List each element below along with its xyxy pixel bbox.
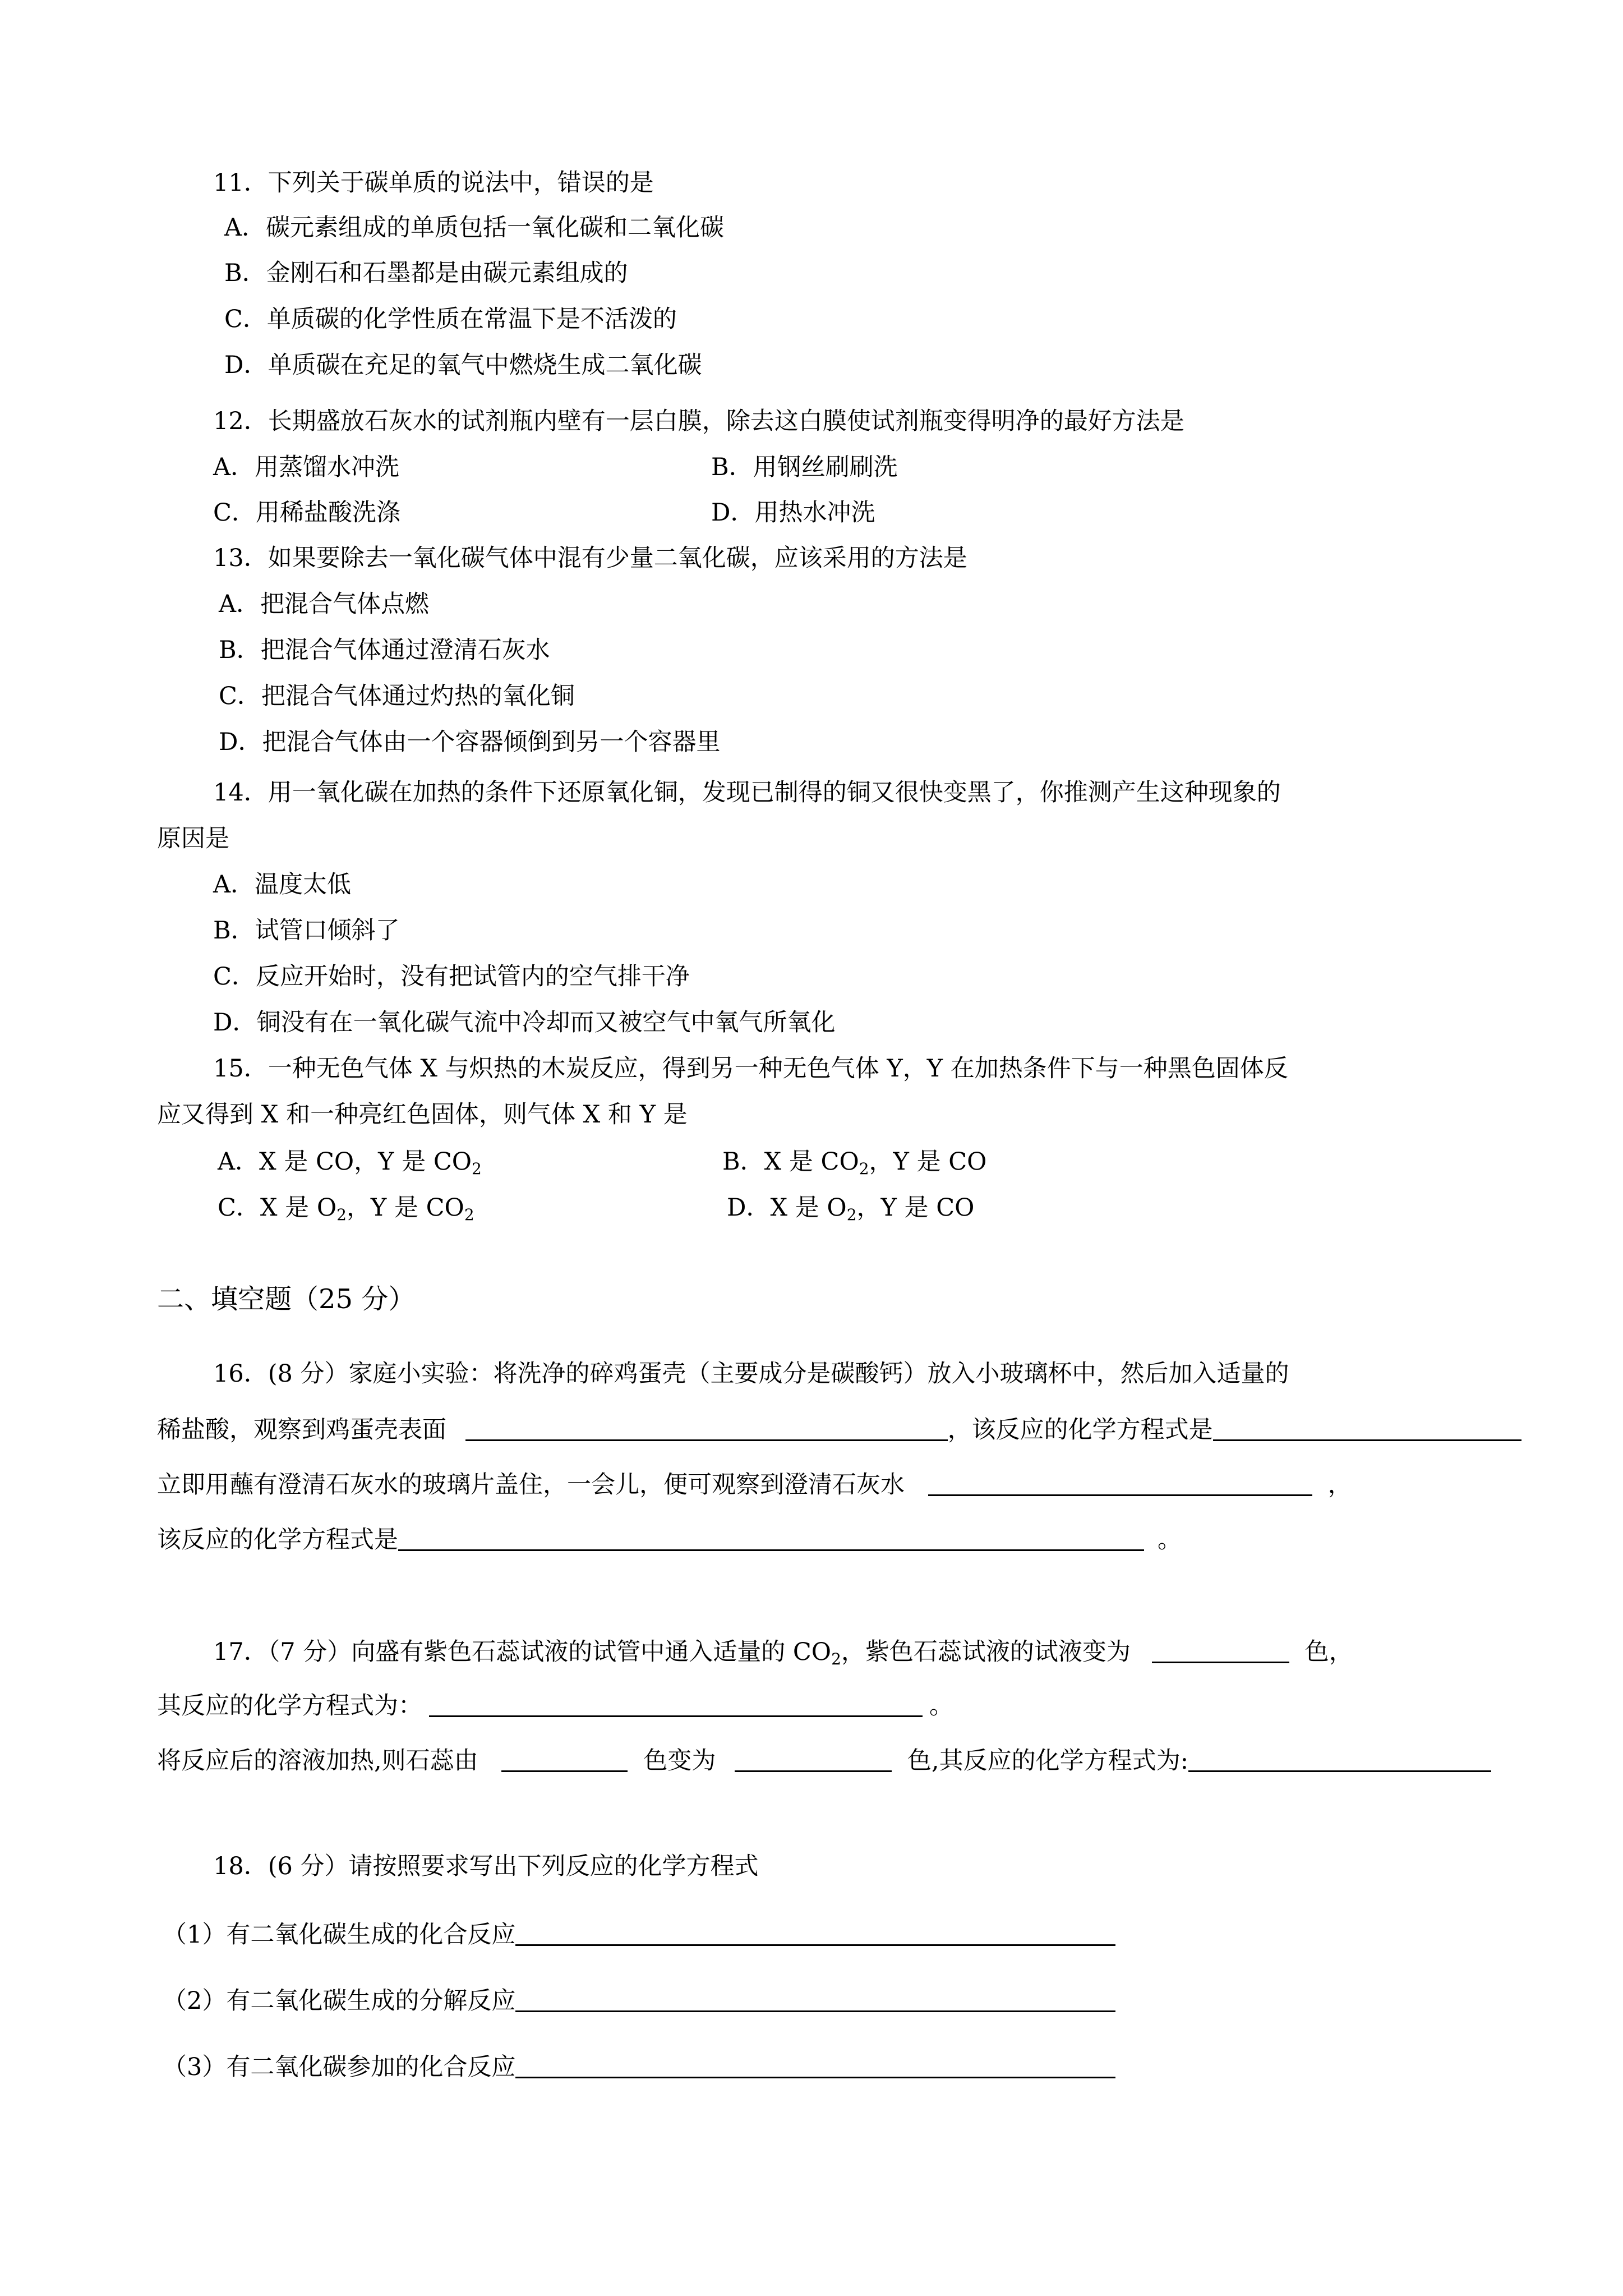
q15-option-a-text: A．X 是 CO，Y 是 CO bbox=[218, 1148, 472, 1176]
q17-text: 色， bbox=[1304, 1638, 1353, 1666]
q17-text: 色,其反应的化学方程式为: bbox=[907, 1747, 1189, 1775]
question-16-line1: 16．(8 分）家庭小实验：将洗净的碎鸡蛋壳（主要成分是碳酸钙）放入小玻璃杯中，然后加入适量的 bbox=[213, 1360, 1289, 1388]
question-17-line3 bbox=[157, 1748, 1491, 1773]
section-2-heading: 二、填空题（25 分） bbox=[157, 1283, 416, 1315]
q15-option-b-text-end: ，Y 是 CO bbox=[869, 1148, 987, 1176]
question-16-line2 bbox=[157, 1417, 1521, 1442]
q18-item-2 bbox=[163, 1988, 1115, 2013]
subscript: 2 bbox=[472, 1159, 482, 1178]
answer-blank[interactable] bbox=[515, 2054, 1115, 2078]
question-16-line3 bbox=[157, 1472, 1352, 1497]
answer-blank[interactable] bbox=[735, 1748, 892, 1772]
q15-option-c-text: C．X 是 O bbox=[218, 1194, 337, 1222]
q18-item-label: （3）有二氧化碳参加的化合反应 bbox=[163, 2053, 516, 2081]
q15-option-d-text: D．X 是 O bbox=[727, 1194, 847, 1222]
q17-text: 17．（7 分）向盛有紫色石蕊试液的试管中通入适量的 CO bbox=[213, 1638, 832, 1666]
answer-blank[interactable] bbox=[501, 1748, 628, 1772]
q18-item-3 bbox=[163, 2054, 1115, 2079]
question-12-stem: 12．长期盛放石灰水的试剂瓶内壁有一层白膜，除去这白膜使试剂瓶变得明净的最好方法是 bbox=[213, 407, 1184, 435]
q15-option-a bbox=[218, 1148, 482, 1178]
q16-text: ，该反应的化学方程式是 bbox=[947, 1416, 1213, 1444]
q17-text: 其反应的化学方程式为： bbox=[157, 1692, 422, 1720]
question-16-line4 bbox=[157, 1527, 1182, 1552]
question-14-stem-line2: 原因是 bbox=[157, 825, 229, 853]
q14-option-c: C．反应开始时，没有把试管内的空气排干净 bbox=[213, 963, 690, 991]
q13-option-c: C．把混合气体通过灼热的氧化铜 bbox=[219, 682, 575, 710]
q16-text: 。 bbox=[1158, 1526, 1182, 1554]
q18-item-label: （2）有二氧化碳生成的分解反应 bbox=[163, 1987, 516, 2015]
question-13-stem: 13．如果要除去一氧化碳气体中混有少量二氧化碳，应该采用的方法是 bbox=[213, 544, 967, 572]
q17-text: ，紫色石蕊试液的试液变为 bbox=[841, 1638, 1131, 1666]
question-17-line1 bbox=[213, 1638, 1353, 1668]
answer-blank[interactable] bbox=[928, 1472, 1312, 1496]
q15-option-b-text: B．X 是 CO bbox=[722, 1148, 859, 1176]
question-14-stem-line1: 14．用一氧化碳在加热的条件下还原氧化铜，发现已制得的铜又很快变黑了，你推测产生这种现象的 bbox=[213, 779, 1281, 807]
answer-blank[interactable] bbox=[1213, 1417, 1521, 1441]
q12-option-d: D．用热水冲洗 bbox=[711, 499, 875, 527]
q17-text: 色变为 bbox=[643, 1747, 716, 1775]
question-15-stem-line2: 应又得到 X 和一种亮红色固体，则气体 X 和 Y 是 bbox=[157, 1101, 688, 1129]
q15-option-d bbox=[727, 1194, 975, 1224]
q15-option-d-text-end: ，Y 是 CO bbox=[856, 1194, 975, 1222]
q12-option-a: A．用蒸馏水冲洗 bbox=[213, 453, 400, 481]
question-17-line2 bbox=[157, 1693, 953, 1718]
q11-option-c: C．单质碳的化学性质在常温下是不活泼的 bbox=[224, 305, 677, 333]
q13-option-a: A．把混合气体点燃 bbox=[219, 590, 430, 618]
q15-option-c-text-mid: ，Y 是 CO bbox=[346, 1194, 464, 1222]
answer-blank[interactable] bbox=[398, 1527, 1144, 1551]
q11-option-a: A．碳元素组成的单质包括一氧化碳和二氧化碳 bbox=[224, 214, 725, 242]
subscript: 2 bbox=[464, 1205, 474, 1224]
question-15-stem-line1: 15．一种无色气体 X 与炽热的木炭反应，得到另一种无色气体 Y，Y 在加热条件下与一种黑色固体反 bbox=[213, 1055, 1288, 1083]
subscript: 2 bbox=[859, 1159, 869, 1178]
q17-text: 。 bbox=[929, 1692, 953, 1720]
answer-blank[interactable] bbox=[1188, 1748, 1491, 1772]
q13-option-b: B．把混合气体通过澄清石灰水 bbox=[219, 636, 550, 664]
q13-option-d: D．把混合气体由一个容器倾倒到另一个容器里 bbox=[219, 728, 721, 756]
q18-item-label: （1）有二氧化碳生成的化合反应 bbox=[163, 1921, 516, 1949]
q12-option-b: B．用钢丝刷刷洗 bbox=[711, 453, 898, 481]
q14-option-a: A．温度太低 bbox=[213, 871, 352, 899]
answer-blank[interactable] bbox=[515, 1922, 1115, 1946]
subscript: 2 bbox=[336, 1205, 347, 1224]
answer-blank[interactable] bbox=[465, 1417, 948, 1441]
q11-option-b: B．金刚石和石墨都是由碳元素组成的 bbox=[224, 259, 628, 287]
question-11-stem: 11．下列关于碳单质的说法中，错误的是 bbox=[213, 169, 654, 197]
q15-option-b bbox=[722, 1148, 987, 1178]
answer-blank[interactable] bbox=[429, 1693, 923, 1717]
q15-option-c bbox=[218, 1194, 474, 1224]
q17-text: 将反应后的溶液加热,则石蕊由 bbox=[157, 1747, 478, 1775]
q16-text: ， bbox=[1327, 1471, 1352, 1499]
q18-item-1 bbox=[163, 1922, 1115, 1947]
q16-text: 稀盐酸，观察到鸡蛋壳表面 bbox=[157, 1416, 446, 1444]
q14-option-d: D．铜没有在一氧化碳气流中冷却而又被空气中氧气所氧化 bbox=[213, 1009, 836, 1037]
subscript: 2 bbox=[831, 1650, 841, 1668]
q14-option-b: B．试管口倾斜了 bbox=[213, 917, 400, 945]
q11-option-d: D．单质碳在充足的氧气中燃烧生成二氧化碳 bbox=[224, 351, 702, 379]
answer-blank[interactable] bbox=[1152, 1639, 1289, 1663]
subscript: 2 bbox=[846, 1205, 857, 1224]
question-18-stem: 18．(6 分）请按照要求写出下列反应的化学方程式 bbox=[213, 1852, 759, 1880]
q12-option-c: C．用稀盐酸洗涤 bbox=[213, 499, 400, 527]
answer-blank[interactable] bbox=[515, 1988, 1115, 2012]
q16-text: 该反应的化学方程式是 bbox=[157, 1526, 398, 1554]
q16-text: 立即用蘸有澄清石灰水的玻璃片盖住，一会儿，便可观察到澄清石灰水 bbox=[157, 1471, 905, 1499]
